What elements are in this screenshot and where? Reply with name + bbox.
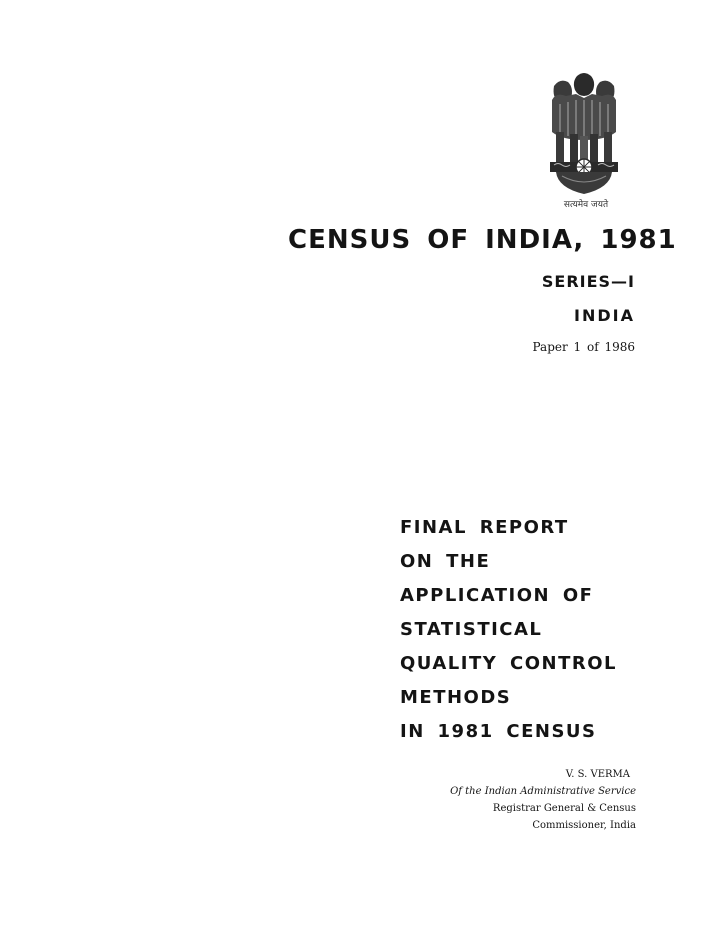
series-label: SERIES—I [541, 272, 635, 291]
report-title-line: APPLICATION OF [400, 585, 594, 606]
census-title: CENSUS OF INDIA, 1981 [288, 225, 677, 255]
report-title [400, 516, 617, 754]
author-designation-line2: Commissioner, India [532, 820, 636, 831]
author-service: Of the Indian Administrative Service [450, 786, 636, 797]
paper-number: Paper 1 of 1986 [532, 340, 635, 354]
report-title-line: QUALITY CONTROL [400, 653, 618, 674]
author-block [450, 766, 636, 834]
author-name: V. S. VERMA [565, 769, 630, 780]
report-title-line: FINAL REPORT [400, 517, 569, 538]
report-title-line: STATISTICAL [400, 619, 543, 640]
report-title-line: METHODS [400, 687, 512, 708]
country-label: INDIA [574, 306, 635, 325]
report-title-line: ON THE [400, 551, 491, 572]
author-designation-line1: Registrar General & Census [492, 803, 636, 814]
report-title-line: IN 1981 CENSUS [400, 721, 597, 742]
emblem-motto: सत्यमेव जयते [563, 200, 609, 210]
national-emblem-icon [546, 70, 622, 198]
